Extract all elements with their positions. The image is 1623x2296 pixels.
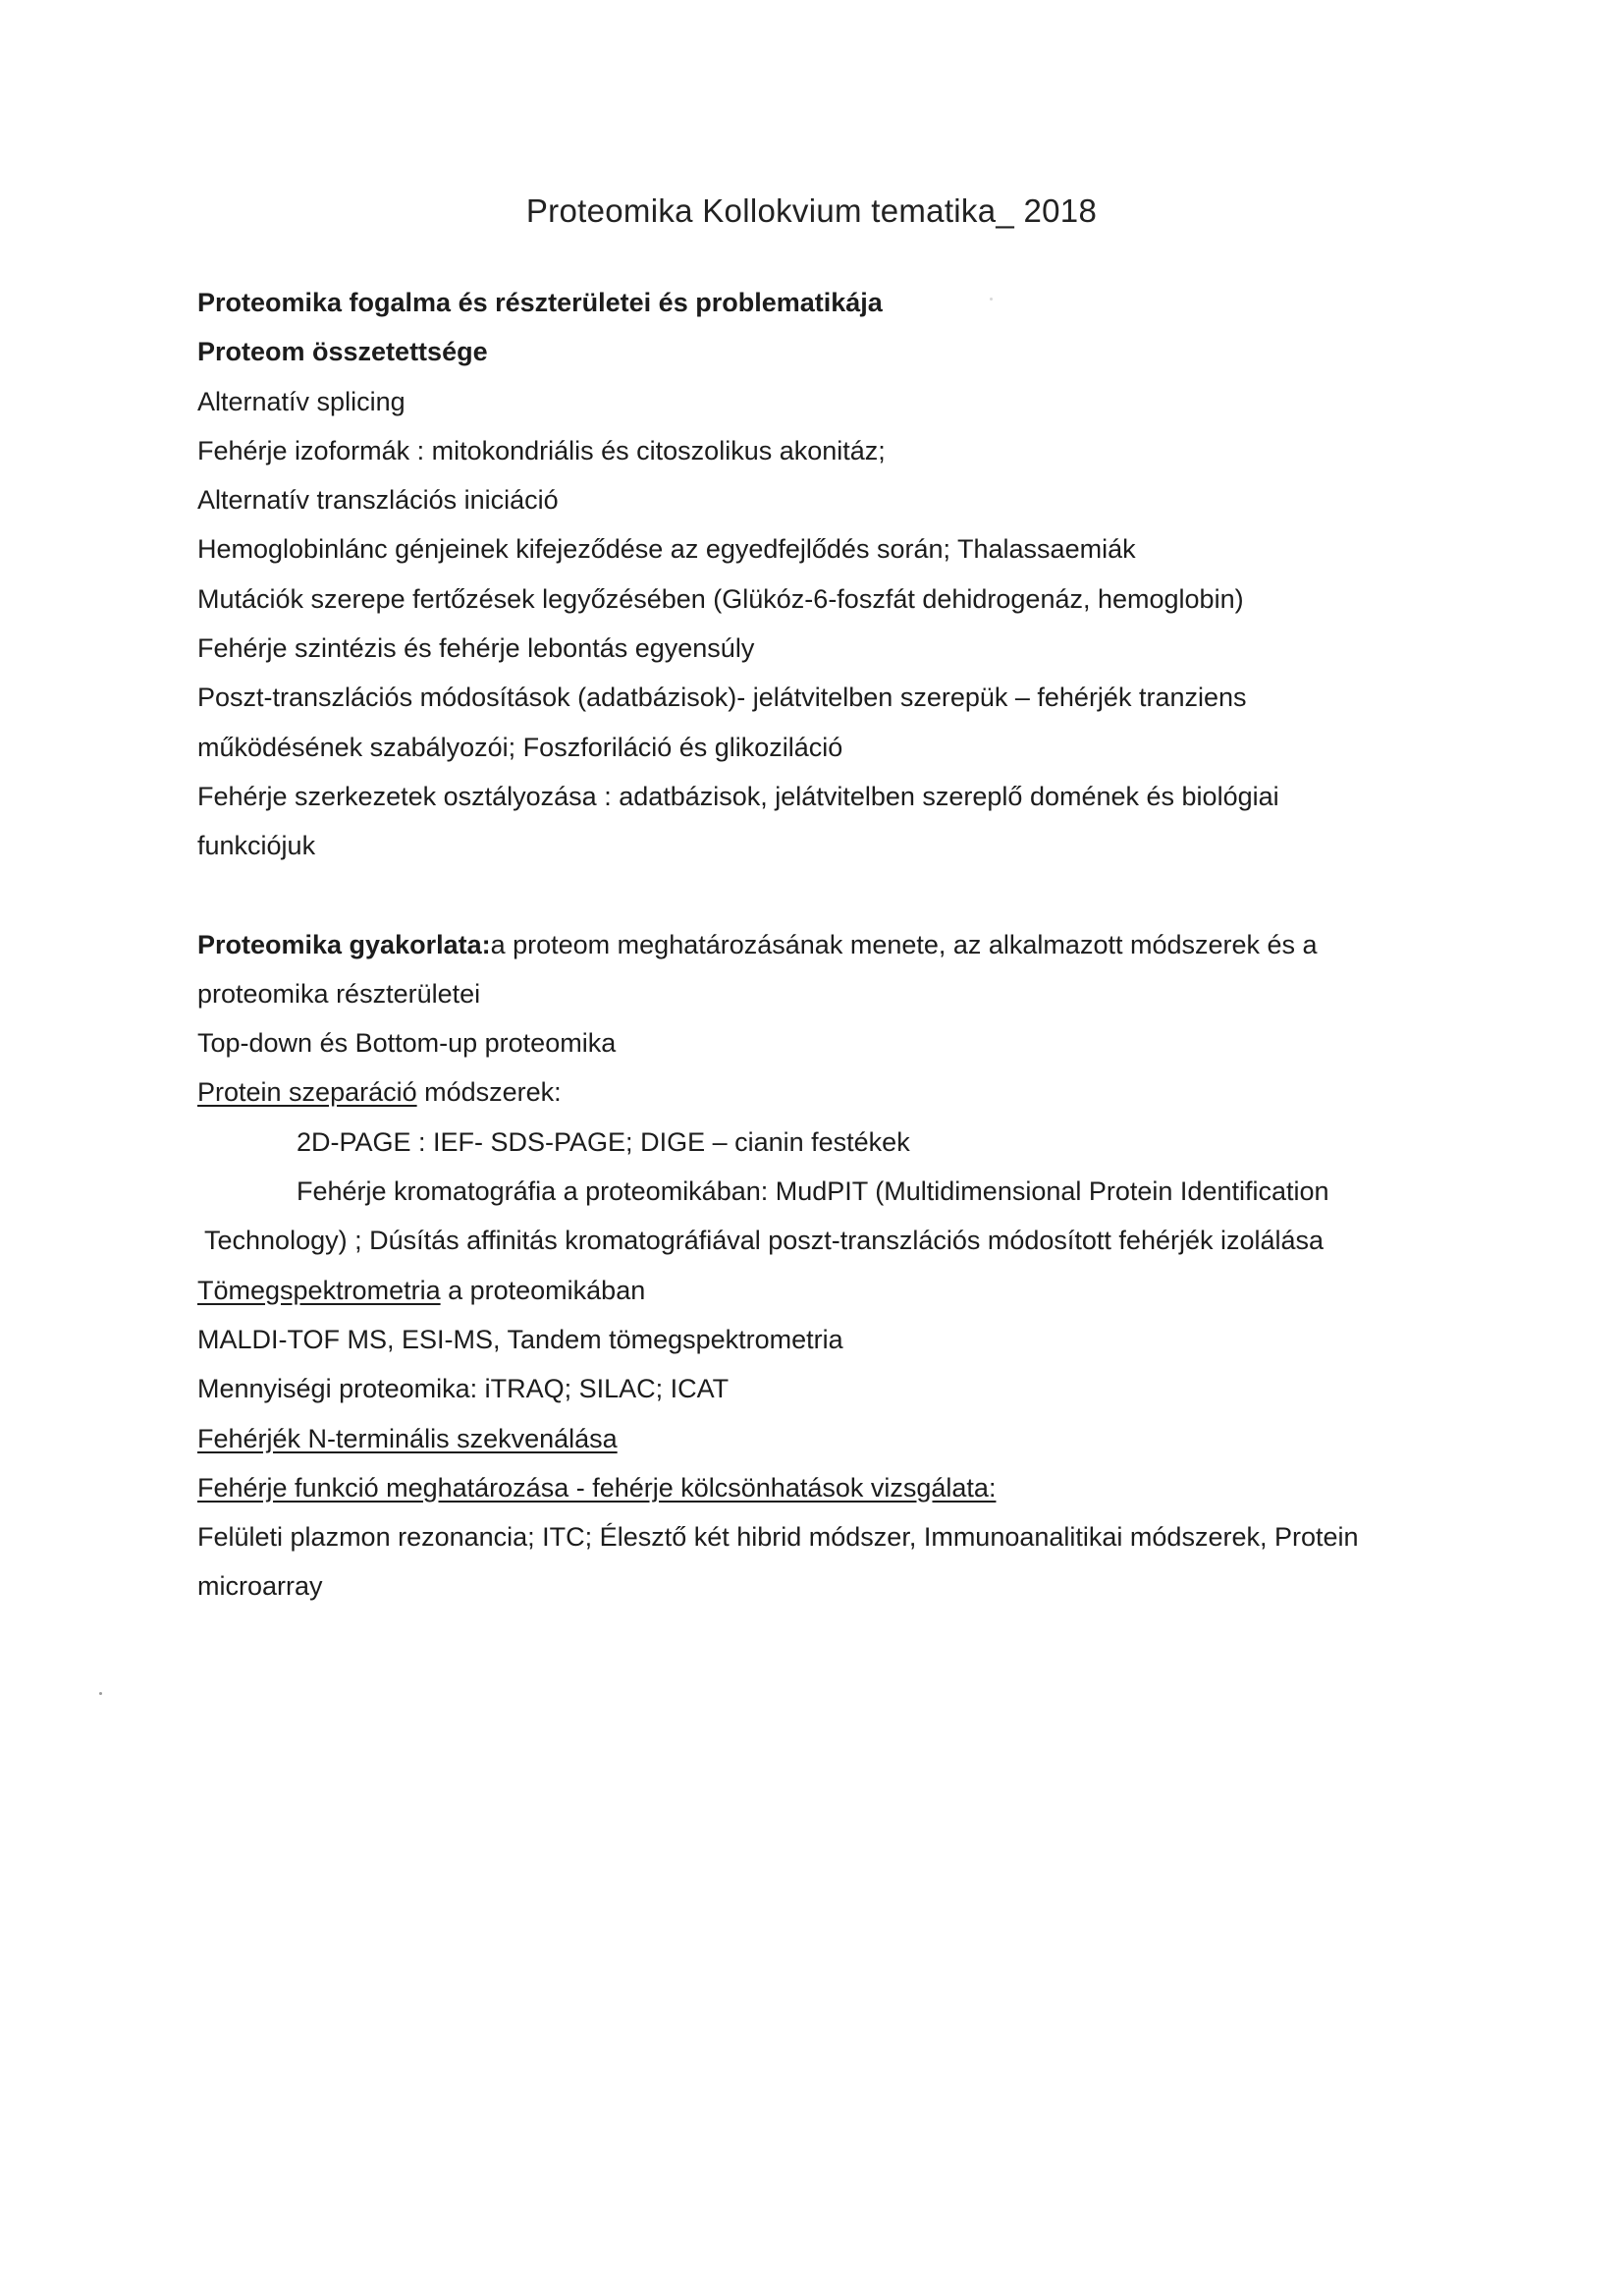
topic-line: Fehérje szerkezetek osztályozása : adatbázisok, jelátvitelben szereplő domének és biológiai — [197, 781, 1279, 811]
topic-line: Alternatív transzlációs iniciáció — [197, 485, 559, 516]
separation-text: módszerek: — [416, 1077, 562, 1108]
topic-line: Hemoglobinlánc génjeinek kifejeződése az egyedfejlődés során; Thalassaemiák — [197, 534, 1136, 565]
practice-label: Proteomika gyakorlata: — [197, 929, 491, 959]
topic-line: microarray — [197, 1571, 323, 1602]
topic-line: 2D-PAGE : IEF- SDS-PAGE; DIGE – cianin festékek — [297, 1126, 910, 1157]
separation-line — [197, 1067, 1474, 1117]
function-line — [197, 1463, 1474, 1512]
heading-proteomics-concept: Proteomika fogalma és részterületei és problematikája — [197, 288, 883, 317]
mass-spec-line — [197, 1266, 1474, 1315]
nterm-heading: Fehérjék N-terminális szekvenálása — [197, 1423, 618, 1453]
topic-line: Alternatív splicing — [197, 386, 406, 416]
topic-line: MALDI-TOF MS, ESI-MS, Tandem tömegspektrometria — [197, 1324, 843, 1354]
separation-heading: Protein szeparáció — [197, 1077, 417, 1108]
topic-line: Felületi plazmon rezonancia; ITC; Élesztő két hibrid módszer, Immunoanalitikai módszerek, Protein — [197, 1522, 1359, 1553]
topic-line: Fehérje kromatográfia a proteomikában: MudPIT (Multidimensional Protein Identification — [297, 1176, 1329, 1207]
topic-line: Mutációk szerepe fertőzések legyőzésében (Glükóz-6-foszfát dehidrogenáz, hemoglobin) — [197, 583, 1244, 614]
topic-line: Technology) ; Dúsítás affinitás kromatográfiával poszt-transzlációs módosított fehérjék izolálása — [204, 1226, 1325, 1256]
topic-line: Poszt-transzlációs módosítások (adatbázisok)- jelátvitelben szerepük – fehérjék tranziens — [197, 683, 1247, 713]
topic-line: működésének szabályozói; Foszforiláció és glikoziláció — [197, 732, 843, 762]
topic-line: funkciójuk — [197, 831, 316, 861]
mass-spec-text: a proteomikában — [440, 1275, 646, 1305]
heading-proteome-complexity: Proteom összetettsége — [197, 337, 488, 367]
scan-speck — [99, 1692, 102, 1695]
document-body — [197, 278, 1474, 1612]
topic-line: Fehérje szintézis és fehérje lebontás egyensúly — [197, 633, 755, 664]
practice-line — [197, 920, 1474, 969]
topic-line: proteomika részterületei — [197, 978, 481, 1009]
practice-text: a proteom meghatározásának menete, az alkalmazott módszerek és a — [490, 929, 1318, 959]
function-heading: Fehérje funkció meghatározása - fehérje kölcsönhatások vizsgálata: — [197, 1472, 997, 1503]
topic-line: Mennyiségi proteomika: iTRAQ; SILAC; ICAT — [197, 1374, 730, 1404]
mass-spec-heading: Tömegspektrometria — [197, 1275, 441, 1305]
document-title: Proteomika Kollokvium tematika_ 2018 — [525, 192, 1098, 229]
scan-speck — [990, 298, 993, 301]
topic-line: Fehérje izoformák : mitokondriális és citoszolikus akonitáz; — [197, 435, 886, 465]
topic-line: Top-down és Bottom-up proteomika — [197, 1028, 617, 1059]
section-gap — [197, 871, 1474, 920]
nterm-line — [197, 1414, 1474, 1463]
